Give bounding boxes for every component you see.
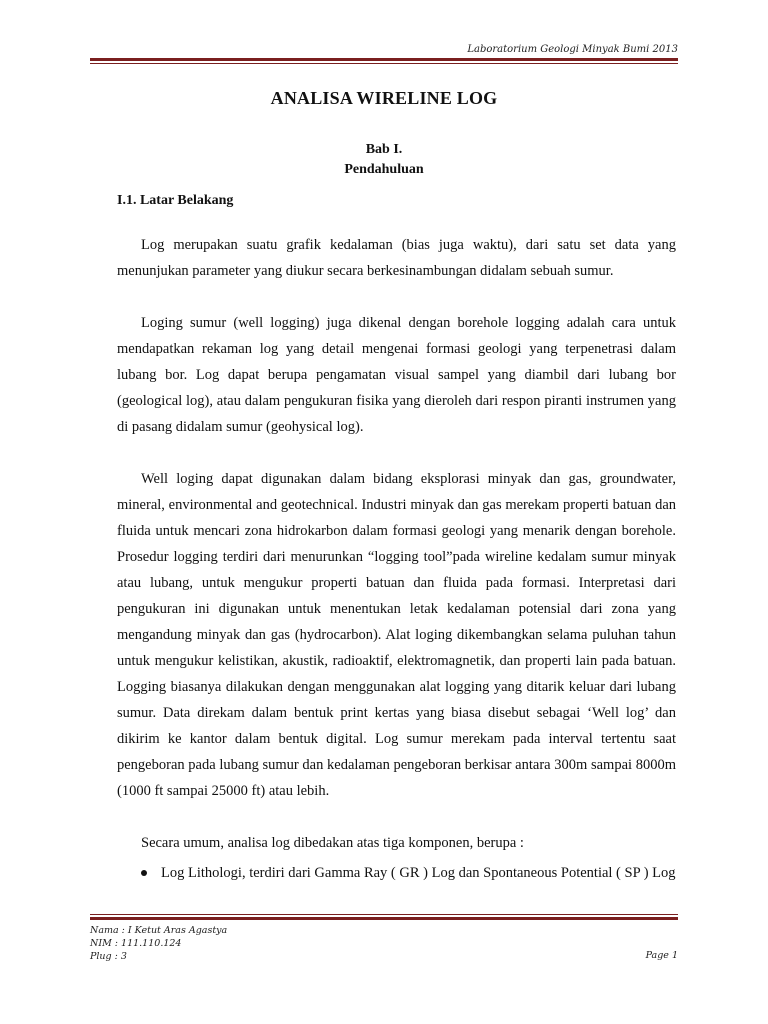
paragraph: Well loging dapat digunakan dalam bidang eksplorasi minyak dan gas, groundwater, mineral, environmental and geotechnical. Industri minyak dan gas merekam properti batuan dan fluida untuk mencari zona hidrokarbon dalam formasi geologi yang menarik dengan borehole. Prosedur logging terdiri dari menurunkan “logging tool”pada wireline kedalam sumur minyak atau lubang, untuk mengukur properti batuan dan fluida pada formasi. Interpretasi dari pengukuran ini digunakan untuk menentukan letak kedalaman potensial dari zona yang mengandung minyak dan gas (hydrocarbon). Alat loging dikembangkan selama puluhan tahun untuk mengukur kelistikan, akustik, radioaktif, elektromagnetik, dan properti lain pada batuan. Logging biasanya dilakukan dengan menggunakan alat logging yang ditarik keluar dari lubang sumur. Data direkam dalam bentuk print kertas yang biasa disebut sebagai ‘Well log’ dan dikirim ke kantor dalam bentuk digital. Log sumur merekam pada interval tertentu saat pengeboran pada lubang sumur dan kedalaman pengeboran berkisar antara 300m sampai 8000m (1000 ft sampai 25000 ft) atau lebih.	[117, 471, 676, 799]
document-title: ANALISA WIRELINE LOG	[270, 88, 498, 108]
footer-plug: Plug : 3	[90, 951, 127, 962]
bullet-item	[117, 860, 676, 886]
running-header: Laboratorium Geologi Minyak Bumi 2013	[467, 44, 678, 55]
body-text	[117, 232, 676, 886]
page-number: Page 1	[645, 950, 678, 961]
footer-nim: NIM : 111.110.124	[90, 938, 182, 949]
paragraph: Loging sumur (well logging) juga dikenal dengan borehole logging adalah cara untuk mendapatkan rekaman log yang detail mengenai formasi geologi yang terpenetrasi dalam lubang bor. Log dapat berupa pengamatan visual sampel yang diambil dari lubang bor (geological log), atau dalam pengukuran fisika yang dieroleh dari respon piranti instrumen yang di pasang didalam sumur (geohysical log).	[117, 315, 676, 435]
paragraph: Log merupakan suatu grafik kedalaman (bias juga waktu), dari satu set data yang menunjukan parameter yang diukur secara berkesinambungan didalam sebuah sumur.	[117, 237, 676, 279]
paragraph: Secara umum, analisa log dibedakan atas tiga komponen, berupa :	[141, 835, 524, 851]
footer-info	[90, 924, 227, 963]
bullet-list	[117, 860, 676, 886]
header-rule-thick	[90, 58, 678, 61]
header-rule-thin	[90, 63, 678, 64]
chapter-heading	[0, 140, 768, 180]
chapter-number: Bab I.	[365, 142, 403, 157]
footer-rule-thin	[90, 914, 678, 915]
chapter-name: Pendahuluan	[344, 162, 424, 177]
bullet-text: Log Lithologi, terdiri dari Gamma Ray ( GR ) Log dan Spontaneous Potential ( SP ) Log	[161, 865, 676, 881]
bullet-icon	[141, 870, 147, 876]
footer-rule-thick	[90, 917, 678, 920]
section-heading: I.1. Latar Belakang	[117, 193, 234, 208]
footer-name: Nama : I Ketut Aras Agastya	[90, 925, 228, 936]
